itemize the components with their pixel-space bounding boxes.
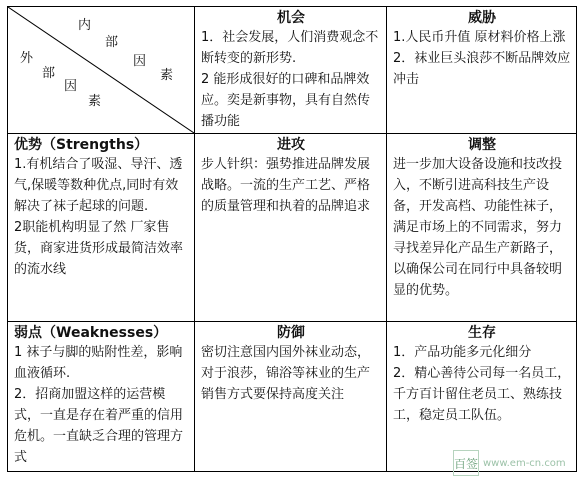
weakness-cell [8,322,194,471]
external-label-char: 素 [88,94,102,109]
corner-cell [8,7,194,133]
threat-item: 2．袜业巨头浪莎不断品牌效应冲击 [393,51,571,87]
adjust-cell [387,134,576,321]
survival-title: 生存 [468,325,496,341]
threat-title: 威胁 [468,10,496,26]
strength-item: 1.有机结合了吸湿、导汗、透气,保暖等数种优点,同时有效解决了袜子起球的问题. [14,157,183,214]
strength-title: 优势（Strengths） [14,137,149,153]
adjust-title: 调整 [468,137,496,153]
threat-cell [387,7,576,133]
weakness-item: 2．招商加盟这样的运营模式，一直是存在着严重的信用危机。一直缺乏合理的管理方式 [14,387,184,465]
opportunity-item: 2 能形成很好的口碑和品牌效应。奕是新事物，具有自然传播功能 [201,72,371,129]
watermark-text: www.em-cn.com [483,457,566,469]
opportunity-cell [195,7,386,133]
threat-item: 1.人民币升值 原材料价格上涨 [393,30,566,45]
strength-item: 2职能机构明显了然 厂家售货，商家进货形成最简洁效率的流水线 [14,220,184,277]
attack-title: 进攻 [277,137,305,153]
adjust-text: 进一步加大设备设施和技改投入，不断引进高科技生产设备，开发高档、功能性袜子，满足市场上的不同需求，努力寻找差异化产品生产新路子，以确保公司在同行中具备较明显的优势。 [393,157,563,298]
opportunity-item: 1．社会发展，人们消费观念不断转变的新形势. [201,30,379,66]
defense-cell [195,322,386,471]
table-grid [7,6,577,472]
internal-label-char: 部 [105,35,119,50]
survival-item: 1．产品功能多元化细分 [393,345,532,360]
strength-cell [8,134,194,321]
internal-label-char: 因 [133,54,147,69]
external-label-char: 部 [42,66,56,81]
defense-title: 防御 [277,325,305,341]
weakness-item: 1 袜子与脚的贴附性差，影响血液循环. [14,345,183,381]
attack-cell [195,134,386,321]
attack-text: 步人针织：强势推进品牌发展战略。一流的生产工艺、严格的质量管理和执着的品牌追求 [201,157,371,214]
weakness-title: 弱点（Weaknesses） [14,325,168,341]
external-label-char: 外 [20,51,34,66]
internal-label-char: 内 [78,18,92,33]
watermark-logo: 百签 [453,450,479,476]
defense-text: 密切注意国内国外袜业动态，对于浪莎，锦浴等袜业的生产销售方式要保持高度关注 [201,345,371,402]
internal-label-char: 素 [160,68,174,83]
watermark [453,449,575,477]
external-label-char: 因 [64,79,78,94]
survival-item: 2．精心善待公司每一名员工，千方百计留住老员工、熟练技工，稳定员工队伍。 [393,366,571,423]
opportunity-title: 机会 [277,10,305,26]
